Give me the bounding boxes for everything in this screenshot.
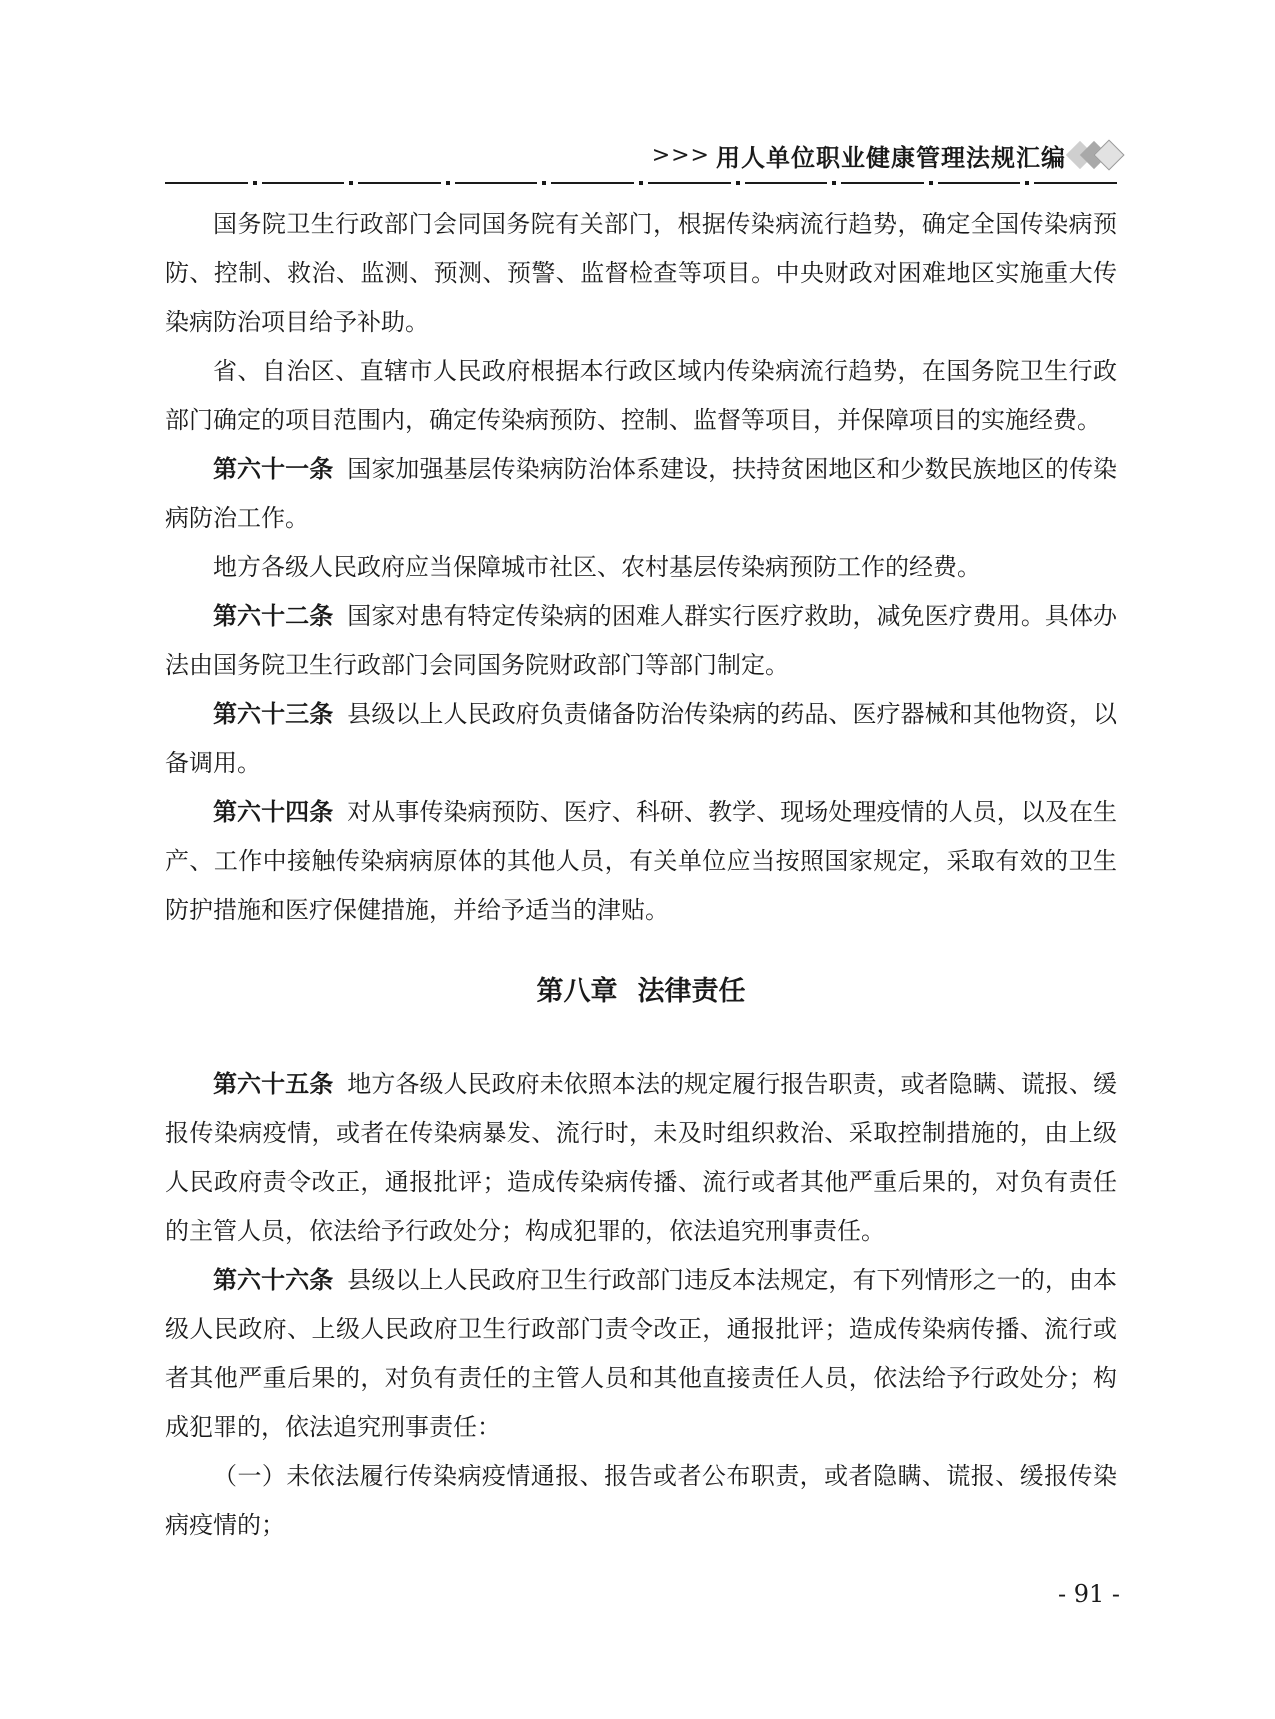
paragraph: 省、自治区、直辖市人民政府根据本行政区域内传染病流行趋势，在国务院卫生行政部门确定的项目范围内，确定传染病预防、控制、监督等项目，并保障项目的实施经费。	[165, 357, 1117, 434]
running-header	[640, 135, 1120, 175]
article-63: 第六十三条 县级以上人民政府负责储备防治传染病的药品、医疗器械和其他物资，以备调用。	[165, 700, 1118, 777]
article-label: 第六十二条	[213, 602, 334, 630]
article-label: 第六十五条	[213, 1070, 334, 1098]
article-label: 第六十一条	[213, 455, 334, 483]
article-64: 第六十四条 对从事传染病预防、医疗、科研、教学、现场处理疫情的人员，以及在生产、工作中接触传染病病原体的其他人员，有关单位应当按照国家规定，采取有效的卫生防护措施和医疗保健措施，并给予适当的津贴。	[165, 798, 1118, 924]
article-65: 第六十五条 地方各级人民政府未依照本法的规定履行报告职责，或者隐瞒、谎报、缓报传染病疫情，或者在传染病暴发、流行时，未及时组织救治、采取控制措施的，由上级人民政府责令改正，通报批评；造成传染病传播、流行或者其他严重后果的，对负有责任的主管人员，依法给予行政处分；构成犯罪的，依法追究刑事责任。	[165, 1070, 1118, 1245]
article-label: 第六十四条	[213, 798, 334, 826]
chapter-heading	[165, 967, 1117, 1016]
header-arrows: >>>	[651, 142, 710, 168]
list-item: （一）未依法履行传染病疫情通报、报告或者公布职责，或者隐瞒、谎报、缓报传染病疫情的；	[165, 1462, 1117, 1539]
body-text	[165, 200, 1117, 1550]
paragraph: 国务院卫生行政部门会同国务院有关部门，根据传染病流行趋势，确定全国传染病预防、控制、救治、监测、预测、预警、监督检查等项目。中央财政对困难地区实施重大传染病防治项目给予补助。	[165, 210, 1117, 336]
header-title: 用人单位职业健康管理法规汇编	[716, 143, 1066, 172]
article-62: 第六十二条 国家对患有特定传染病的困难人群实行医疗救助，减免医疗费用。具体办法由国务院卫生行政部门会同国务院财政部门等部门制定。	[165, 602, 1118, 679]
diamond-ornament-icon	[1076, 144, 1120, 166]
article-61: 第六十一条 国家加强基层传染病防治体系建设，扶持贫困地区和少数民族地区的传染病防治工作。	[165, 455, 1118, 532]
chapter-title: 法律责任	[637, 976, 746, 1007]
article-label: 第六十六条	[213, 1266, 334, 1294]
page-number: - 91 -	[1057, 1580, 1120, 1608]
paragraph: 地方各级人民政府应当保障城市社区、农村基层传染病预防工作的经费。	[213, 553, 981, 581]
chapter-number: 第八章	[536, 976, 618, 1007]
article-66: 第六十六条 县级以上人民政府卫生行政部门违反本法规定，有下列情形之一的，由本级人民政府、上级人民政府卫生行政部门责令改正，通报批评；造成传染病传播、流行或者其他严重后果的，对负有责任的主管人员和其他直接责任人员，依法给予行政处分；构成犯罪的，依法追究刑事责任：	[165, 1266, 1118, 1441]
header-divider	[165, 181, 1117, 185]
article-label: 第六十三条	[213, 700, 334, 728]
